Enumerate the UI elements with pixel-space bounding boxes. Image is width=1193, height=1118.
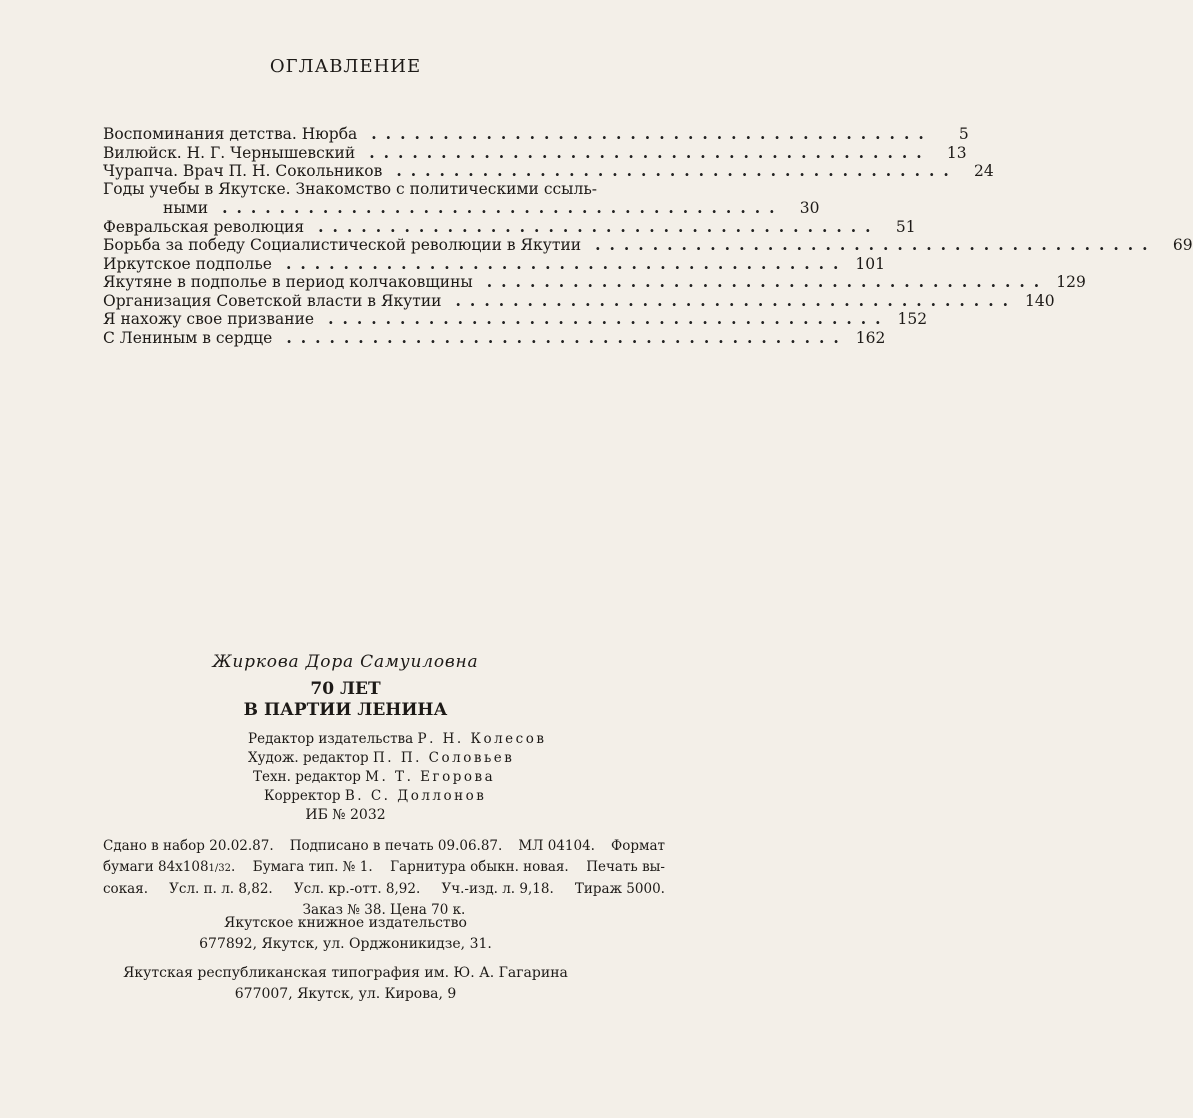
toc-leader-dots: ....................................... [222,198,784,217]
toc-leader-dots: ....................................... [369,142,931,162]
imprint-block [103,836,665,920]
toc-entry[interactable] [103,198,820,217]
toc-entry-page: 140 [1025,291,1055,310]
toc-entry[interactable] [103,272,1086,291]
toc-entry-page: 24 [974,162,994,180]
toc-entry-page: 162 [855,328,886,347]
toc-entry-page: 152 [897,310,928,328]
publisher-name: Якутское книжное издательство [224,915,467,931]
toc-leader-dots: ....................................... [486,272,1049,291]
printer-block [0,963,691,1005]
toc-entry[interactable] [103,290,1055,310]
credit-role: Техн. редактор [253,769,361,785]
imprint-item: бумаги 84х108 [103,858,209,875]
toc-entry-page: 69 [1172,236,1193,254]
toc-entry[interactable] [103,142,967,162]
toc-entry-page: 13 [946,143,967,162]
book-author: Жиркова Дора Самуиловна [212,652,479,672]
toc-entry-page: 5 [958,125,969,143]
credit-role: Редактор издательства [248,731,414,747]
toc-leader-dots: ....................................... [371,124,933,143]
ib-number: ИБ № 2032 [305,807,386,823]
toc-leader-dots: ....................................... [595,235,1157,254]
imprint-fraction: 1/32 [208,862,232,874]
credit-name: П. П. Соловьев [372,750,515,766]
publisher-block [0,913,691,955]
imprint-item: Бумага тип. № 1. [252,858,373,875]
publisher-address: 677892, Якутск, ул. Орджоникидзе, 31. [199,936,492,952]
toc-entry-label: Я нахожу свое призвание [103,310,315,328]
credit-line [248,730,546,749]
toc-leader-dots: ....................................... [396,161,958,180]
credit-line [248,787,546,806]
toc-entry-page: 129 [1056,273,1086,291]
toc-entry[interactable] [103,327,886,347]
imprint-item: Сдано в набор 20.02.87. [103,838,274,854]
toc-entry[interactable] [103,161,994,180]
toc-entry-label: Вилюйск. Н. Г. Чернышевский [103,143,356,162]
toc-entry[interactable] [103,309,928,328]
imprint-item: Подписано в печать 09.06.87. [289,838,503,854]
credit-role: Худож. редактор [248,750,369,766]
toc-entry-label: Борьба за победу Социалистической революции в Якутии [103,236,582,254]
toc-title: ОГЛАВЛЕНИЕ [269,56,422,77]
toc-entry-label: Февральская революция [103,217,305,236]
credits-block [248,730,546,806]
printer-address: 677007, Якутск, ул. Кирова, 9 [234,986,457,1002]
credit-line [248,768,546,787]
printer-name: Якутская республиканская типография им. Ю. А. Гагарина [123,965,568,981]
imprint-item: Усл. кр.-отт. 8,92. [293,881,421,897]
toc-leader-dots: ....................................... [455,290,1017,310]
toc-entry-page: 30 [799,199,820,217]
toc-entry[interactable] [103,216,916,236]
toc-entry[interactable] [103,124,969,143]
imprint-order: Заказ № 38. Цена 70 к. [302,901,466,918]
imprint-item: Уч.-изд. л. 9,18. [441,881,554,897]
toc-leader-dots: ....................................... [328,309,890,328]
toc-entry-label: Организация Советской власти в Якутии [103,291,442,310]
book-title-line1: 70 ЛЕТ [310,679,381,699]
toc-entry-label[interactable]: Годы учебы в Якутске. Знакомство с политическими ссыль- [103,179,598,198]
toc-entry-label: Иркутское подполье [103,254,272,273]
imprint-item: Гарнитура обыкн. новая. [390,858,569,875]
toc-leader-dots: ....................................... [286,327,848,347]
imprint-line [103,879,665,900]
toc-entry-label: С Лениным в сердце [103,328,273,347]
toc-entry-page: 51 [895,217,916,236]
book-title-line2: В ПАРТИИ ЛЕНИНА [243,700,448,720]
credit-line [248,749,546,768]
credit-name: В. С. Доллонов [344,788,487,804]
imprint-item: Формат [610,838,665,854]
toc-entry-label-cont: ными [163,199,209,217]
imprint-line [103,857,665,880]
credit-name: М. Т. Егорова [365,769,496,785]
toc-entry-label: Чурапча. Врач П. Н. Сокольников [103,162,383,180]
imprint-item: сокая. [103,881,148,897]
toc-entry-label: Воспоминания детства. Нюрба [103,125,358,143]
toc-leader-dots: ....................................... [318,216,880,236]
toc-entry-label: Якутяне в подполье в период колчаковщины [103,273,473,291]
toc-entry[interactable] [103,235,1193,254]
table-of-contents [103,124,1193,347]
toc-entry[interactable] [103,253,886,273]
imprint-item: Печать вы- [586,858,665,875]
imprint-item: МЛ 04104. [518,838,595,854]
credit-role: Корректор [264,788,341,804]
toc-leader-dots: ....................................... [285,253,848,273]
imprint-item: Усл. п. л. 8,82. [169,881,273,897]
toc-entry-page: 101 [855,254,886,273]
credit-name: Р. Н. Колесов [417,731,547,747]
imprint-format: бумаги 84х1081/32. [103,858,236,875]
imprint-item: Тираж 5000. [574,881,665,897]
imprint-line [103,836,665,857]
